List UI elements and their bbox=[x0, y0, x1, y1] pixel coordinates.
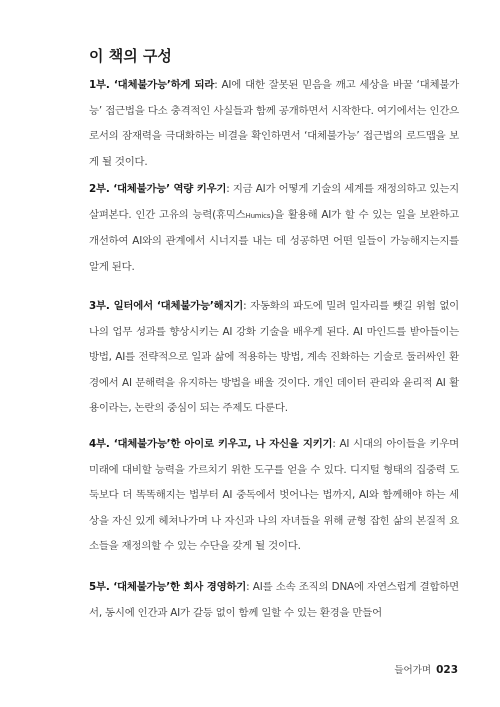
part-1-body: : AI에 대한 잘못된 믿음을 깨고 세상을 바꿀 ‘대체불가능’ 접근법을 다소 충격적인 사실들과 함께 공개하면서 시작한다. 여기에서는 인간으로서의 잠재력을 극대화하는 비결을 확인하면서 ‘대체불가능’ 접근법의 로드맵을 보게 될 것이다. bbox=[89, 79, 459, 168]
part-4-paragraph bbox=[89, 432, 459, 560]
part-2-heading: 2부. ‘대체불가능’ 역량 키우기 bbox=[89, 183, 227, 195]
section-title: 이 책의 구성 bbox=[89, 47, 172, 65]
humics-term: 휴믹스 bbox=[215, 208, 246, 221]
part-5-heading: 5부. ‘대체불가능’한 회사 경영하기 bbox=[89, 581, 247, 593]
part-4-body: : AI 시대의 아이들을 키우며 미래에 대비할 능력을 가르치기 위한 도구를 얻을 수 있다. 디지털 형태의 집중력 도둑보다 더 똑똑해지는 법부터 AI 중독에서 벗어나는 법까지, AI와 함께해야 하는 세상을 자신 있게 헤쳐나가며 나 자신과 나의 자녀들을 위해 균형 잡힌 삶의 본질적 요소들을 재정의할 수 있는 수단을 갖게 될 것이다. bbox=[89, 438, 459, 552]
part-4-heading: 4부. ‘대체불가능’한 아이로 키우고, 나 자신을 지키기 bbox=[89, 438, 333, 450]
part-5-paragraph bbox=[89, 575, 459, 626]
page-number: 023 bbox=[436, 664, 458, 676]
humics-latin: Humics bbox=[245, 211, 271, 220]
part-2-body-start: : 지금 AI가 어떻게 기술의 세계를 재정의하고 있는지 살펴본다. 인간 고유의 능력( bbox=[89, 183, 459, 221]
part-3-paragraph bbox=[89, 294, 459, 422]
part-1-paragraph bbox=[89, 73, 459, 175]
running-head: 들어가며 bbox=[394, 665, 432, 676]
part-5-body: : AI를 소속 조직의 DNA에 자연스럽게 결합하면서, 동시에 인간과 AI가 갈등 없이 함께 일할 수 있는 환경을 만들어 bbox=[89, 581, 459, 619]
part-3-body: : 자동화의 파도에 밀려 일자리를 뺏길 위험 없이 나의 업무 성과를 향상시키는 AI 강화 기술을 배우게 된다. AI 마인드를 받아들이는 방법, AI를 전략적으로 일과 삶에 적용하는 방법, 계속 진화하는 기술로 둘러싸인 환경에서 AI 문해력을 유지하는 방법을 배울 것이다. 개인 데이터 관리와 윤리적 AI 활용이라는, 논란의 중심이 되는 주제도 다룬다. bbox=[89, 300, 459, 414]
part-2-body-end: )을 활용해 AI가 할 수 있는 일을 보완하고 개선하여 AI와의 관계에서 시너지를 내는 데 성공하면 어떤 일들이 가능해지는지를 알게 된다. bbox=[89, 208, 460, 273]
page-footer bbox=[394, 663, 458, 678]
part-1-heading: 1부. ‘대체불가능’하게 되라 bbox=[89, 79, 215, 91]
part-2-paragraph bbox=[89, 177, 459, 280]
part-3-heading: 3부. 일터에서 ‘대체불가능’해지기 bbox=[89, 300, 244, 312]
